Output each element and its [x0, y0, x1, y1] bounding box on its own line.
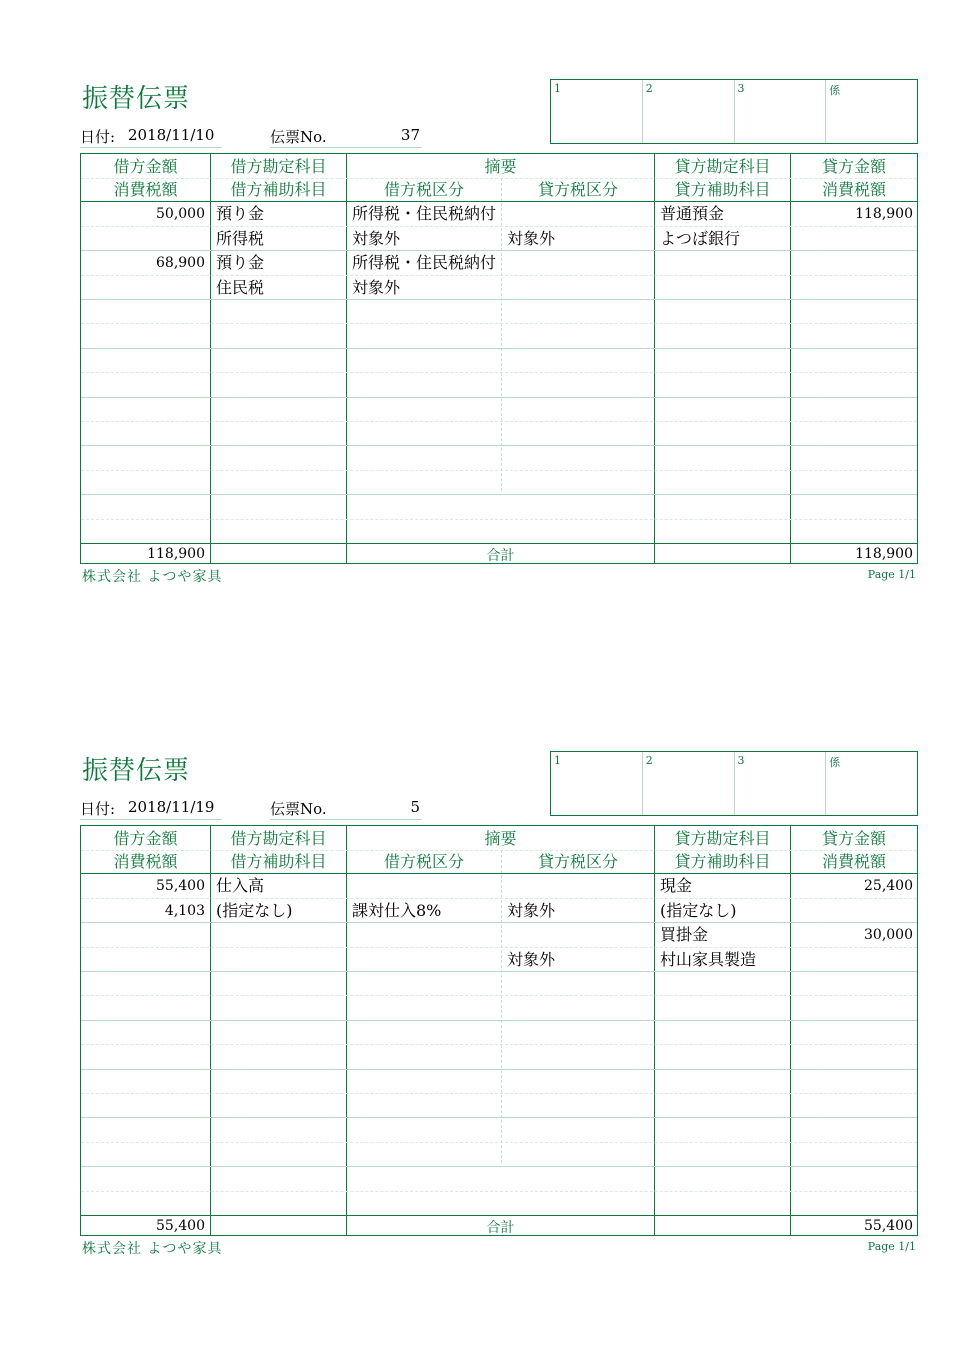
header-credit-tax: 消費税額	[821, 852, 886, 871]
header-debit-account: 借方勘定科目	[230, 829, 327, 848]
debit-amount: 68,900	[156, 255, 205, 271]
header-credit-sub: 貸方補助科目	[674, 852, 771, 871]
row-divider	[81, 947, 917, 948]
row-divider	[81, 1044, 917, 1045]
slip-no-underline	[270, 819, 422, 820]
row-divider	[81, 226, 917, 227]
header-debit-tax: 消費税額	[113, 180, 178, 199]
column-divider	[346, 826, 347, 1235]
row-divider	[81, 397, 917, 398]
page-number: Page 1/1	[867, 568, 916, 581]
header-credit-amount: 貸方金額	[821, 829, 886, 848]
credit-amount: 118,900	[855, 206, 913, 222]
header-debit-account: 借方勘定科目	[230, 157, 327, 176]
slip-no-value: 37	[400, 126, 420, 144]
company-name: 株式会社 よつや家具	[82, 569, 223, 585]
slip-no-label: 伝票No.	[270, 128, 327, 146]
debit-tax-class: 課対仕入8%	[352, 901, 442, 920]
column-divider	[654, 826, 655, 1235]
row-divider	[81, 1020, 917, 1021]
slip-table	[80, 825, 918, 1236]
transfer-slip-2	[0, 746, 965, 1266]
debit-amount: 55,400	[156, 878, 205, 894]
credit-tax-class: 対象外	[507, 901, 556, 920]
row-divider	[81, 1093, 917, 1094]
summary: 所得税・住民税納付	[352, 204, 497, 223]
approval-cell: 2	[642, 80, 734, 143]
debit-sub-account: (指定なし)	[216, 901, 293, 920]
header-debit-sub: 借方補助科目	[230, 180, 327, 199]
row-divider	[81, 421, 917, 422]
slip-no-label: 伝票No.	[270, 800, 327, 818]
debit-tax-class: 対象外	[352, 278, 401, 297]
header-debit-amount: 借方金額	[113, 829, 178, 848]
column-divider	[346, 154, 347, 563]
debit-sub-account: 所得税	[216, 229, 265, 248]
debit-account: 仕入高	[216, 876, 265, 895]
transfer-slip-1	[0, 74, 965, 594]
slip-no-value: 5	[410, 798, 420, 816]
debit-account: 預り金	[216, 204, 265, 223]
row-divider	[81, 1166, 917, 1167]
slip-title: 振替伝票	[82, 84, 191, 114]
row-divider	[81, 275, 917, 276]
approval-stamp-box	[550, 751, 918, 816]
row-divider	[81, 470, 917, 471]
approval-cell: 2	[642, 752, 734, 815]
date-value: 2018/11/10	[128, 126, 215, 144]
row-divider	[81, 299, 917, 300]
total-label: 合計	[486, 548, 515, 564]
credit-tax-class: 対象外	[507, 229, 556, 248]
date-value: 2018/11/19	[128, 798, 215, 816]
total-label: 合計	[486, 1220, 515, 1236]
row-divider	[81, 372, 917, 373]
row-divider	[81, 348, 917, 349]
approval-cell: 係	[825, 752, 917, 815]
credit-account: 現金	[660, 876, 693, 895]
approval-cell: 1	[554, 754, 561, 767]
credit-account: 普通預金	[660, 204, 725, 223]
header-summary: 摘要	[484, 829, 517, 848]
header-credit-account: 貸方勘定科目	[674, 157, 771, 176]
approval-cell: 3	[734, 80, 826, 143]
row-divider	[81, 323, 917, 324]
credit-sub-account: よつば銀行	[660, 229, 741, 248]
header-credit-tax: 消費税額	[821, 180, 886, 199]
credit-total: 55,400	[864, 1218, 913, 1234]
credit-amount: 30,000	[864, 927, 913, 943]
approval-cell: 1	[554, 82, 561, 95]
credit-account: 買掛金	[660, 925, 709, 944]
debit-amount: 50,000	[156, 206, 205, 222]
header-debit-tax: 消費税額	[113, 852, 178, 871]
date-label: 日付:	[80, 800, 116, 818]
header-credit-sub: 貸方補助科目	[674, 180, 771, 199]
header-summary: 摘要	[484, 157, 517, 176]
credit-sub-account: 村山家具製造	[660, 950, 757, 969]
page-number: Page 1/1	[867, 1240, 916, 1253]
header-credit-account: 貸方勘定科目	[674, 829, 771, 848]
debit-tax: 4,103	[164, 903, 205, 919]
debit-sub-account: 住民税	[216, 278, 265, 297]
row-divider	[81, 995, 917, 996]
row-divider	[81, 494, 917, 495]
header-debit-amount: 借方金額	[113, 157, 178, 176]
row-divider	[81, 519, 917, 520]
header-credit-amount: 貸方金額	[821, 157, 886, 176]
column-divider	[210, 154, 211, 563]
debit-account: 預り金	[216, 253, 265, 272]
debit-tax-class: 対象外	[352, 229, 401, 248]
slip-no-underline	[270, 147, 422, 148]
credit-tax-class: 対象外	[507, 950, 556, 969]
date-underline	[80, 819, 222, 820]
credit-total: 118,900	[855, 546, 913, 562]
date-underline	[80, 147, 222, 148]
header-debit-sub: 借方補助科目	[230, 852, 327, 871]
header-credit-tax-class: 貸方税区分	[537, 180, 618, 199]
column-divider	[210, 826, 211, 1235]
row-divider	[81, 1069, 917, 1070]
debit-total: 118,900	[147, 546, 205, 562]
row-divider	[81, 1142, 917, 1143]
approval-stamp-box	[550, 79, 918, 144]
row-divider	[81, 1117, 917, 1118]
column-divider	[654, 154, 655, 563]
credit-amount: 25,400	[864, 878, 913, 894]
header-credit-tax-class: 貸方税区分	[537, 852, 618, 871]
company-name: 株式会社 よつや家具	[82, 1241, 223, 1257]
row-divider	[81, 1191, 917, 1192]
approval-cell: 3	[734, 752, 826, 815]
date-label: 日付:	[80, 128, 116, 146]
slip-table	[80, 153, 918, 564]
row-divider	[81, 971, 917, 972]
row-divider	[81, 898, 917, 899]
approval-cell: 係	[825, 80, 917, 143]
row-divider	[81, 445, 917, 446]
slip-title: 振替伝票	[82, 756, 191, 786]
header-debit-tax-class: 借方税区分	[383, 852, 464, 871]
credit-sub-account: (指定なし)	[660, 901, 737, 920]
row-divider	[81, 250, 917, 251]
debit-total: 55,400	[156, 1218, 205, 1234]
summary: 所得税・住民税納付	[352, 253, 497, 272]
header-debit-tax-class: 借方税区分	[383, 180, 464, 199]
